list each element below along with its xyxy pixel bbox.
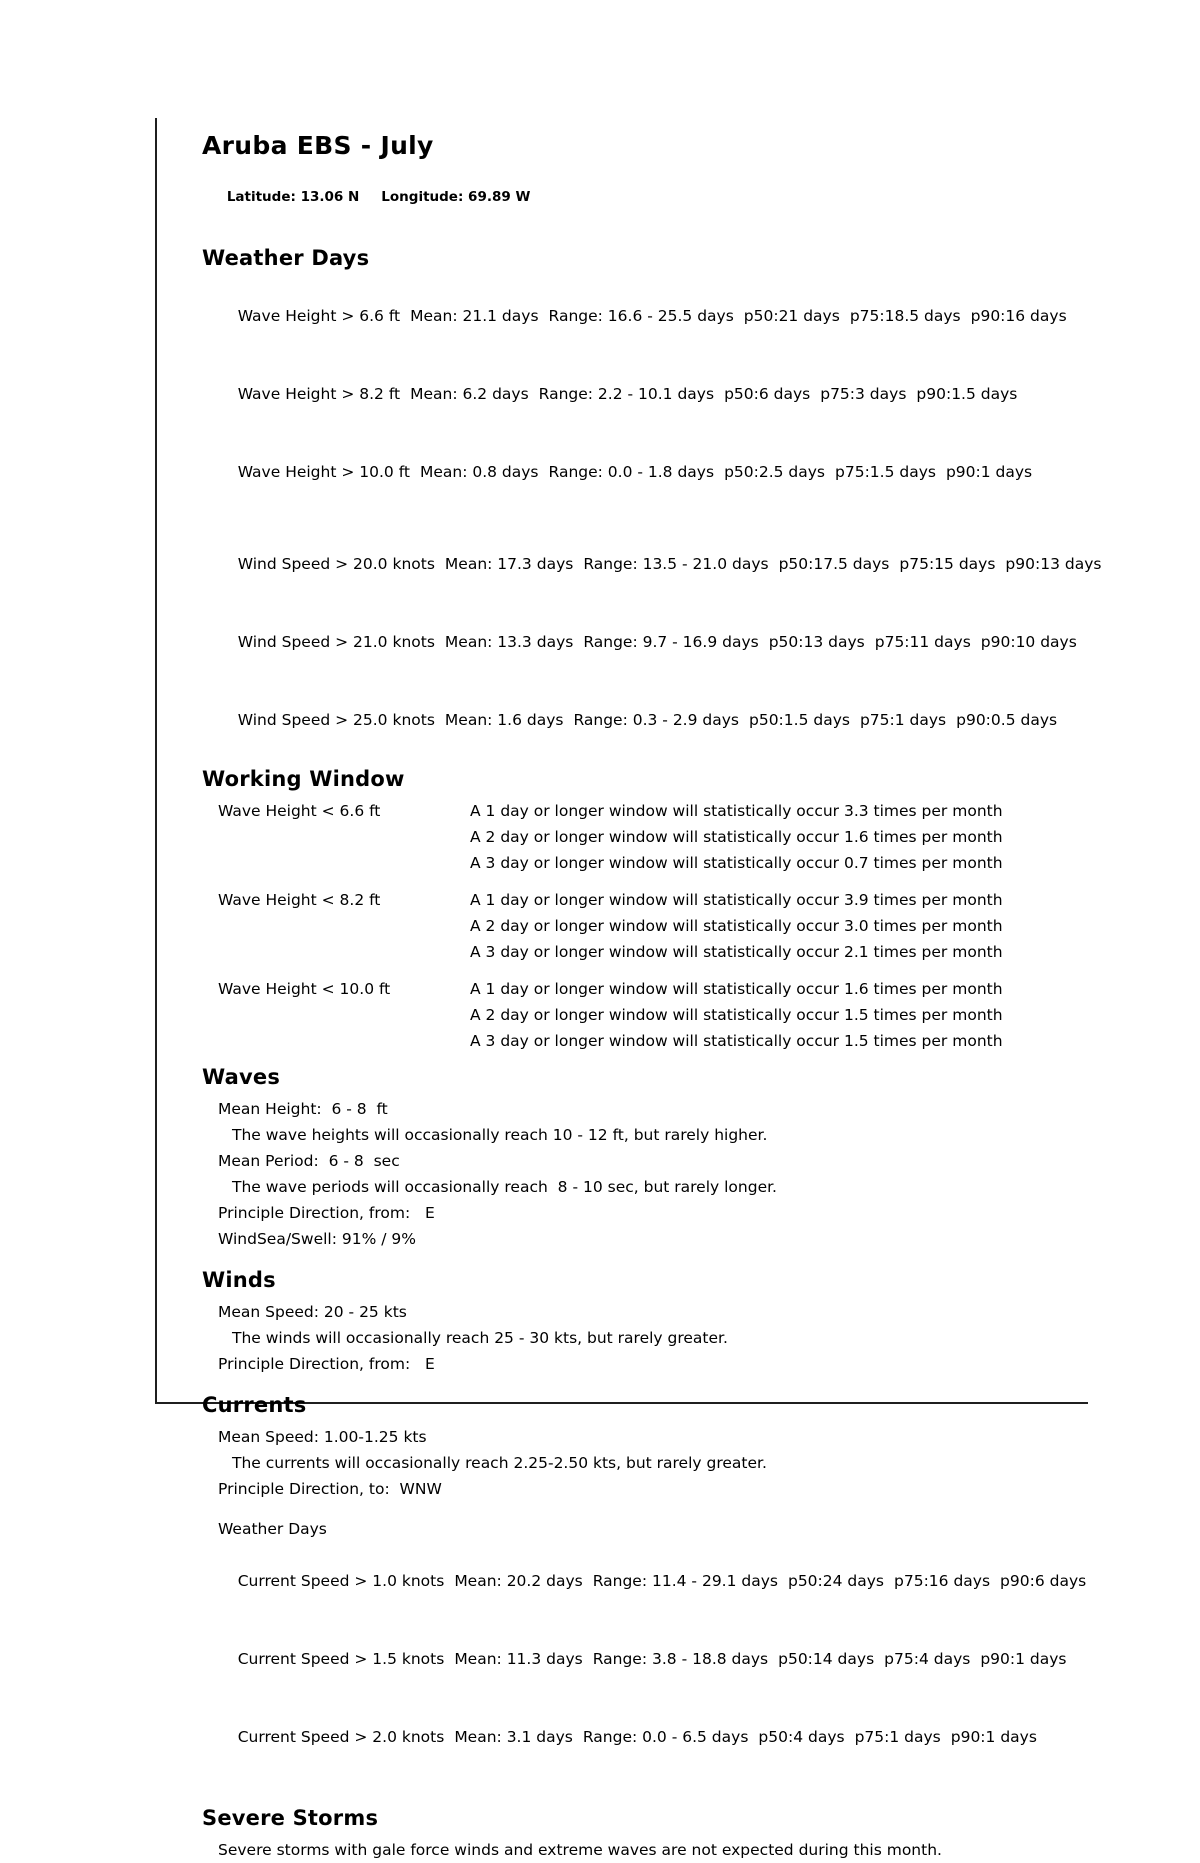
- mean: Mean: 1.6 days: [444, 711, 564, 729]
- range: Range: 2.2 - 10.1 days: [538, 385, 715, 403]
- condition: Current Speed > 1.5 knots: [237, 1650, 445, 1668]
- p50: p50:4 days: [758, 1728, 845, 1746]
- waves-period-note: The wave periods will occasionally reach 8 - 10 sec, but rarely longer.: [232, 1178, 777, 1196]
- currents-principle-direction: Principle Direction, to: WNW: [218, 1480, 442, 1498]
- range: Range: 0.3 - 2.9 days: [573, 711, 739, 729]
- table-row-current-speed-1: [202, 1542, 1182, 1620]
- working-window-line: A 3 day or longer window will statistically occur 1.5 times per month: [470, 1032, 1003, 1050]
- p75: p75:18.5 days: [849, 307, 961, 325]
- table-row-wave-height-2: [202, 355, 1182, 433]
- waves-mean-period: Mean Period: 6 - 8 sec: [218, 1152, 400, 1170]
- coordinates-line: [208, 170, 1182, 224]
- p75: p75:1 days: [859, 711, 947, 729]
- p50: p50:14 days: [778, 1650, 875, 1668]
- working-window-label: Wave Height < 6.6 ft: [218, 802, 381, 820]
- section-heading-winds: Winds: [202, 1268, 276, 1292]
- spacer: [202, 511, 1182, 525]
- p90: p90:0.5 days: [956, 711, 1058, 729]
- winds-principle-direction: Principle Direction, from: E: [218, 1355, 435, 1373]
- section-heading-currents: Currents: [202, 1393, 307, 1417]
- latitude-value: Latitude: 13.06 N: [226, 189, 360, 205]
- table-row-current-speed-3: [202, 1698, 1182, 1776]
- range: Range: 9.7 - 16.9 days: [583, 633, 759, 651]
- currents-speed-note: The currents will occasionally reach 2.25-2.50 kts, but rarely greater.: [232, 1454, 767, 1472]
- p75: p75:3 days: [820, 385, 907, 403]
- working-window-line: A 2 day or longer window will statistically occur 3.0 times per month: [470, 917, 1003, 935]
- waves-mean-height: Mean Height: 6 - 8 ft: [218, 1100, 388, 1118]
- waves-principle-direction: Principle Direction, from: E: [218, 1204, 435, 1222]
- longitude-value: Longitude: 69.89 W: [381, 189, 531, 205]
- condition: Current Speed > 2.0 knots: [237, 1728, 445, 1746]
- range: Range: 16.6 - 25.5 days: [548, 307, 734, 325]
- working-window-group-3: [202, 976, 1182, 1054]
- p75: p75:15 days: [899, 555, 996, 573]
- working-window-line: A 3 day or longer window will statistically occur 0.7 times per month: [470, 854, 1003, 872]
- working-window-line: A 2 day or longer window will statistically occur 1.6 times per month: [470, 828, 1003, 846]
- condition: Wind Speed > 20.0 knots: [237, 555, 435, 573]
- range: Range: 13.5 - 21.0 days: [583, 555, 769, 573]
- p75: p75:11 days: [874, 633, 971, 651]
- working-window-lines: [470, 887, 1182, 965]
- mean: Mean: 3.1 days: [454, 1728, 573, 1746]
- mean: Mean: 20.2 days: [454, 1572, 583, 1590]
- p50: p50:17.5 days: [778, 555, 890, 573]
- currents-mean-speed: Mean Speed: 1.00-1.25 kts: [218, 1428, 427, 1446]
- range: Range: 0.0 - 1.8 days: [548, 463, 715, 481]
- condition: Wave Height > 6.6 ft: [237, 307, 401, 325]
- p90: p90:13 days: [1005, 555, 1102, 573]
- p50: p50:13 days: [768, 633, 865, 651]
- working-window-line: A 2 day or longer window will statistically occur 1.5 times per month: [470, 1006, 1003, 1024]
- condition: Wind Speed > 21.0 knots: [237, 633, 435, 651]
- severe-storms-note: Severe storms with gale force winds and extreme waves are not expected during this month.: [218, 1841, 942, 1859]
- winds-mean-speed: Mean Speed: 20 - 25 kts: [218, 1303, 407, 1321]
- p50: p50:21 days: [743, 307, 840, 325]
- p50: p50:6 days: [724, 385, 811, 403]
- p90: p90:1 days: [950, 1728, 1037, 1746]
- waves-height-note: The wave heights will occasionally reach 10 - 12 ft, but rarely higher.: [232, 1126, 768, 1144]
- p75: p75:4 days: [884, 1650, 971, 1668]
- working-window-line: A 1 day or longer window will statistically occur 1.6 times per month: [470, 980, 1003, 998]
- p50: p50:24 days: [787, 1572, 885, 1590]
- range: Range: 3.8 - 18.8 days: [592, 1650, 769, 1668]
- table-row-wave-height-1: [202, 277, 1182, 355]
- condition: Wind Speed > 25.0 knots: [237, 711, 435, 729]
- p90: p90:1 days: [945, 463, 1033, 481]
- p90: p90:6 days: [1000, 1572, 1087, 1590]
- working-window-label: Wave Height < 8.2 ft: [218, 891, 381, 909]
- section-heading-waves: Waves: [202, 1065, 281, 1089]
- page-title: Aruba EBS - July: [202, 131, 434, 160]
- table-row-wind-speed-2: [202, 603, 1182, 681]
- winds-speed-note: The winds will occasionally reach 25 - 30 kts, but rarely greater.: [232, 1329, 728, 1347]
- working-window-line: A 1 day or longer window will statistically occur 3.3 times per month: [470, 802, 1003, 820]
- p90: p90:10 days: [980, 633, 1077, 651]
- mean: Mean: 6.2 days: [410, 385, 529, 403]
- table-row-current-speed-2: [202, 1620, 1182, 1698]
- working-window-lines: [470, 798, 1182, 876]
- mean: Mean: 11.3 days: [454, 1650, 583, 1668]
- currents-weather-days-label: Weather Days: [218, 1520, 327, 1538]
- working-window-lines: [470, 976, 1182, 1054]
- working-window-group-2: [202, 887, 1182, 965]
- working-window-line: A 3 day or longer window will statistically occur 2.1 times per month: [470, 943, 1003, 961]
- mean: Mean: 13.3 days: [444, 633, 574, 651]
- working-window-group-1: [202, 798, 1182, 876]
- report-content: [202, 130, 1182, 1863]
- p75: p75:1 days: [854, 1728, 941, 1746]
- condition: Wave Height > 8.2 ft: [237, 385, 401, 403]
- p90: p90:1.5 days: [916, 385, 1018, 403]
- table-row-wind-speed-1: [202, 525, 1182, 603]
- p75: p75:1.5 days: [835, 463, 936, 481]
- p75: p75:16 days: [894, 1572, 991, 1590]
- table-row-wind-speed-3: [202, 681, 1182, 759]
- condition: Current Speed > 1.0 knots: [237, 1572, 445, 1590]
- p90: p90:1 days: [980, 1650, 1067, 1668]
- condition: Wave Height > 10.0 ft: [237, 463, 410, 481]
- range: Range: 11.4 - 29.1 days: [592, 1572, 778, 1590]
- section-heading-severe-storms: Severe Storms: [202, 1806, 379, 1830]
- section-heading-weather-days: Weather Days: [202, 246, 370, 270]
- p50: p50:1.5 days: [749, 711, 850, 729]
- mean: Mean: 17.3 days: [444, 555, 574, 573]
- mean: Mean: 21.1 days: [410, 307, 539, 325]
- working-window-label: Wave Height < 10.0 ft: [218, 980, 391, 998]
- table-row-wave-height-3: [202, 433, 1182, 511]
- range: Range: 0.0 - 6.5 days: [582, 1728, 749, 1746]
- section-heading-working-window: Working Window: [202, 767, 405, 791]
- working-window-line: A 1 day or longer window will statistically occur 3.9 times per month: [470, 891, 1003, 909]
- p90: p90:16 days: [970, 307, 1067, 325]
- waves-windsea-swell: WindSea/Swell: 91% / 9%: [218, 1230, 416, 1248]
- mean: Mean: 0.8 days: [419, 463, 539, 481]
- p50: p50:2.5 days: [724, 463, 826, 481]
